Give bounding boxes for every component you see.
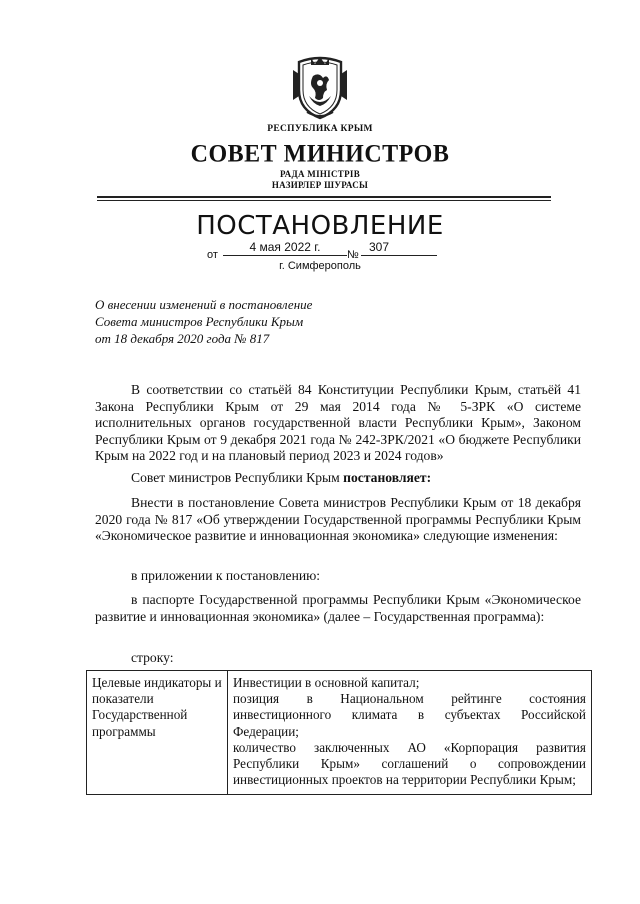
paragraph-amendments: Внести в постановление Совета министров Республики Крым от 18 декабря 2020 года № 817 «Об утверждении Государственной программы Республики Крым «Экономическое развитие и инновационная экономика» следующие изменения: (95, 495, 581, 543)
document-city: г. Симферополь (279, 260, 361, 272)
header-divider (97, 196, 551, 198)
paragraph-row: строку: (131, 650, 174, 665)
table-row (87, 671, 592, 795)
header-divider-thin (97, 200, 551, 201)
paragraph-resolves (95, 470, 581, 487)
indicators-table (86, 670, 592, 795)
subject-line: от 18 декабря 2020 года № 817 (95, 331, 270, 346)
document-subject (95, 296, 312, 347)
council-name: СОВЕТ МИНИСТРОВ (190, 140, 450, 168)
document-date: 4 мая 2022 г. (223, 240, 347, 256)
subject-line: Совета министров Республики Крым (95, 314, 304, 329)
resolves-text: Совет министров Республики Крым (131, 470, 344, 485)
number-prefix: № (347, 249, 359, 261)
indicator-item: количество заключенных АО «Корпорация развития Республики Крым» соглашений о сопровождении инвестиционных проектов на территории Республики Крым; (233, 739, 586, 788)
council-name-crimean-tatar: НАЗИРЛЕР ШУРАСЫ (271, 180, 369, 190)
paragraph-legal-basis: В соответствии со статьёй 84 Конституции Республики Крым, статьёй 41 Закона Республики Крым от 29 мая 2014 года № 5-ЗРК «О системе исполнительных органов государственной власти Республики Крым», Законом Республики Крым от 9 декабря 2021 года № 242-ЗРК/2021 «О бюджете Республики Крым на 2022 год и на плановый период 2023 и 2024 годов» (95, 382, 581, 463)
document-number: 307 (361, 240, 437, 256)
date-prefix: от (207, 249, 218, 261)
republic-name: РЕСПУБЛИКА КРЫМ (267, 124, 373, 134)
indicator-item: позиция в Национальном рейтинге состояния инвестиционного климата в субъектах Российской Федерации; (233, 691, 586, 739)
paragraph-appendix: в приложении к постановлению: (131, 568, 321, 583)
table-cell-label: Целевые индикаторы и показатели Государственной программы (87, 671, 228, 795)
paragraph-passport: в паспорте Государственной программы Республики Крым «Экономическое развитие и инновационная экономика» (далее – Государственная программа): (95, 592, 581, 624)
indicator-item: Инвестиции в основной капитал; (233, 675, 420, 690)
coat-of-arms-icon (289, 56, 351, 120)
subject-line: О внесении изменений в постановление (95, 297, 313, 312)
table-cell-content (228, 671, 592, 795)
document-type-title: ПОСТАНОВЛЕНИЕ (196, 211, 444, 241)
resolves-keyword: постановляет: (343, 470, 432, 485)
council-name-ukrainian: РАДА МІНІСТРІВ (280, 169, 360, 179)
